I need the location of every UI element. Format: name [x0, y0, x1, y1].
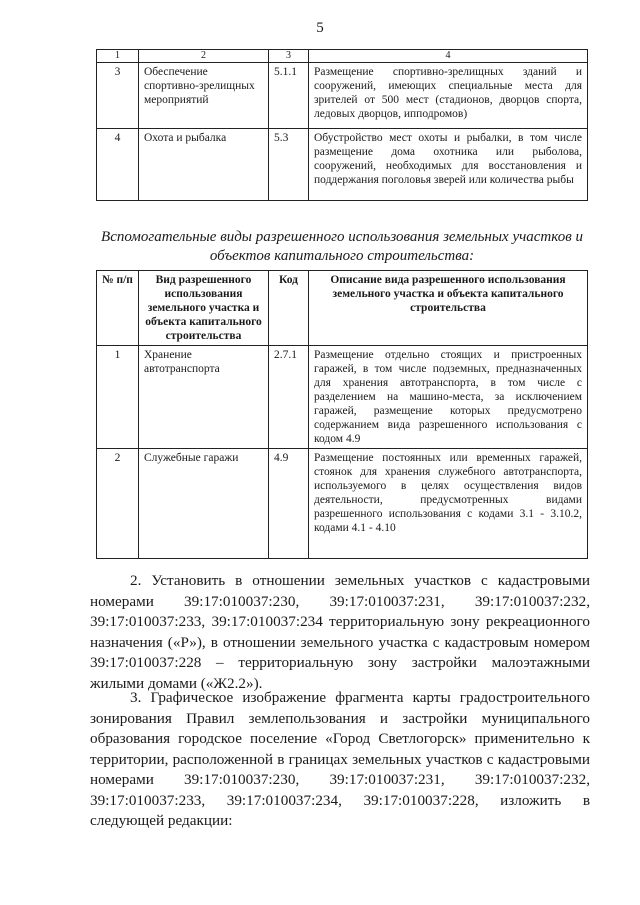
paragraph-2-text: 2. Установить в отношении земельных участков с кадастровыми номерами 39:17:010037:230, 39:17:010037:231, 39:17:010037:232, 39:17:010037:233, 39:17:010037:234 территориальную зону рекреационного назначения («Р»), в отношении земельного участка с кадастровым номером 39:17:010037:228 – территориальную зону застройки малоэтажными жилыми домами («Ж2.2»).	[90, 572, 590, 692]
use-kind: Охота и рыбалка	[139, 129, 269, 201]
page-number: 5	[316, 20, 324, 36]
row-number: 3	[97, 63, 139, 129]
auxiliary-uses-caption: Вспомогательные виды разрешенного использования земельных участков и объектов капитального строительства:	[101, 229, 583, 264]
use-code: 5.3	[269, 129, 309, 201]
use-description: Обустройство мест охоты и рыбалки, в том числе размещение дома охотника или рыболова, сооружений, необходимых для восстановления и поддержания поголовья зверей или количества рыбы	[309, 129, 588, 201]
use-kind: Служебные гаражи	[139, 449, 269, 559]
header-cell: 2	[139, 50, 269, 63]
table-row	[97, 63, 588, 129]
table-header-row	[97, 50, 588, 63]
paragraph-2	[90, 571, 590, 694]
use-code: 5.1.1	[269, 63, 309, 129]
row-number: 4	[97, 129, 139, 201]
use-description: Размещение спортивно-зрелищных зданий и сооружений, имеющих специальные места для зрителей от 500 мест (стадионов, дворцов спорта, ледовых дворцов, ипподромов)	[309, 63, 588, 129]
header-num: № п/п	[97, 271, 139, 346]
table-header-row	[97, 271, 588, 346]
header-cell: 3	[269, 50, 309, 63]
use-code: 4.9	[269, 449, 309, 559]
auxiliary-uses-table	[96, 270, 588, 559]
row-number: 2	[97, 449, 139, 559]
table-row	[97, 129, 588, 201]
table-row	[97, 449, 588, 559]
use-description: Размещение отдельно стоящих и пристроенных гаражей, в том числе подземных, предназначенных для хранения автотранспорта, в том числе с разделением на машино-места, за исключением гаражей, размещение которых предусмотрено содержанием вида разрешенного использования с кодом 4.9	[309, 346, 588, 449]
header-description: Описание вида разрешенного использования земельного участка и объекта капитального строительства	[309, 271, 588, 346]
use-kind: Обеспечение спортивно-зрелищных мероприятий	[139, 63, 269, 129]
paragraph-3-text: 3. Графическое изображение фрагмента карты градостроительного зонирования Правил землепользования и застройки муниципального образования городское поселение «Город Светлогорск» применительно к территории, расположенной в границах земельных участков с кадастровыми номерами 39:17:010037:230, 39:17:010037:231, 39:17:010037:232, 39:17:010037:233, 39:17:010037:234, 39:17:010037:228, изложить в следующей редакции:	[90, 689, 590, 829]
use-kind: Хранение автотранспорта	[139, 346, 269, 449]
header-kind: Вид разрешенного использования земельного участка и объекта капитального строительства	[139, 271, 269, 346]
permitted-uses-table-continued	[96, 49, 588, 201]
header-cell: 1	[97, 50, 139, 63]
table-row	[97, 346, 588, 449]
row-number: 1	[97, 346, 139, 449]
use-code: 2.7.1	[269, 346, 309, 449]
header-cell: 4	[309, 50, 588, 63]
header-code: Код	[269, 271, 309, 346]
paragraph-3	[90, 688, 590, 832]
use-description: Размещение постоянных или временных гаражей, стоянок для хранения служебного автотранспорта, используемого в целях осуществления видов деятельности, предусмотренных видами разрешенного использования с кодами 3.1 - 3.10.2, кодами 4.1 - 4.10	[309, 449, 588, 559]
